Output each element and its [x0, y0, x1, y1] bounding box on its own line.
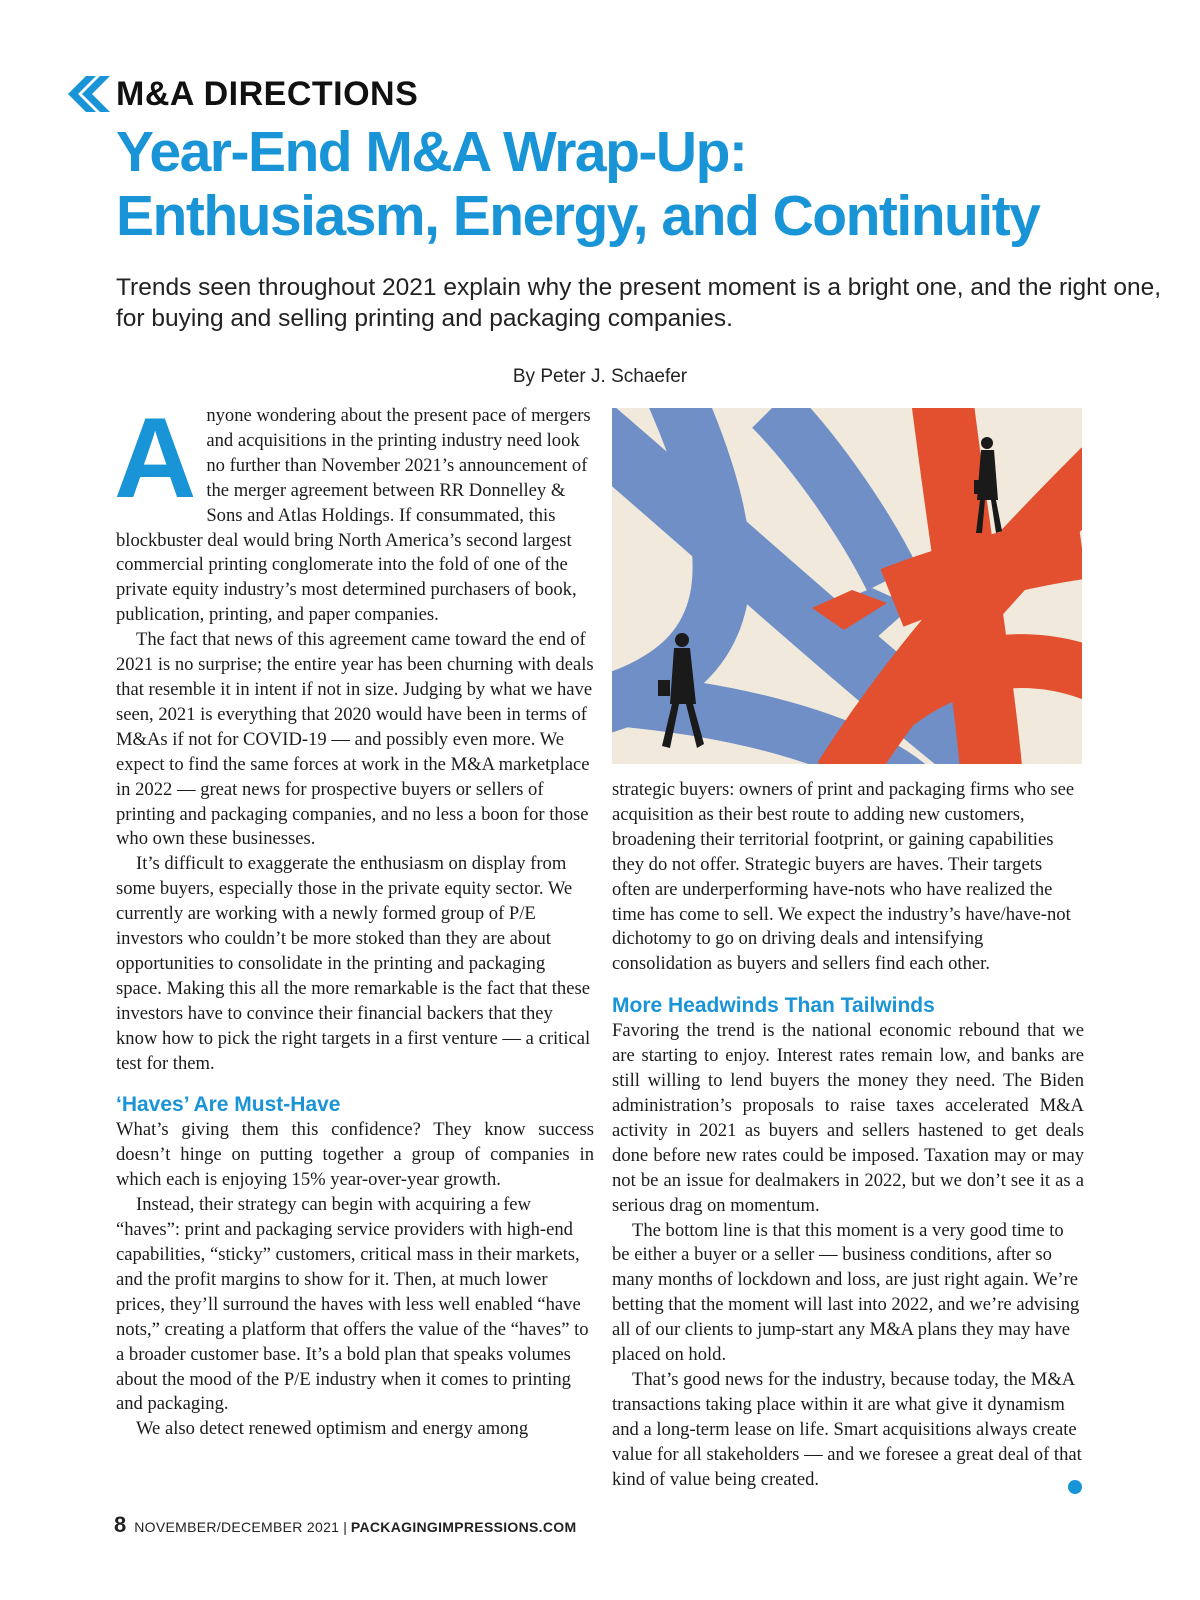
footer-separator: |	[343, 1519, 347, 1535]
double-chevron-left-icon	[66, 76, 110, 112]
section-label	[66, 72, 418, 116]
handshake-illustration	[612, 408, 1082, 764]
page-number: 8	[114, 1512, 127, 1537]
article-headline	[116, 120, 1176, 248]
paragraph-9: The bottom line is that this moment is a very good time to be either a buyer or a seller — business conditions, after so many months of lockdown and loss, are just right again. We’re betting that the moment will last into 2022, and we’re advising all of our clients to jump-start any M&A plans they may have placed on hold.	[612, 1219, 1080, 1366]
paragraph-7: strategic buyers: owners of print and packaging firms who see acquisition as their best route to adding new customers, broadening their territorial footprint, or gaining capabilities they do not offer. Strategic buyers are haves. Their targets often are underperforming have-nots who have realized the time has come to sell. We expect the industry’s have/have-not dichotomy to go on driving deals and intensifying consolidation as buyers and sellers find each other.	[612, 779, 1075, 975]
page-footer	[114, 1512, 576, 1536]
issue-date: NOVEMBER/DECEMBER 2021	[134, 1519, 340, 1535]
article-deck: Trends seen throughout 2021 explain why the present moment is a bright one, and the right one, for buying and selling printing and packaging companies.	[116, 274, 1162, 332]
paragraph-2: The fact that news of this agreement came toward the end of 2021 is no surprise; the entire year has been churning with deals that resemble it in intent if not in size. Judging by what we have seen, 2021 is everything that 2020 would have been in terms of M&As if not for COVID-19 — and possibly even more. We expect to find the same forces at work in the M&A marketplace in 2022 — great news for prospective buyers or sellers of printing and packaging companies, and no less a boon for those who own these businesses.	[116, 629, 594, 850]
headline-line-1: Year-End M&A Wrap-Up:	[116, 120, 747, 184]
left-column	[114, 395, 594, 1442]
paragraph-10: That’s good news for the industry, because today, the M&A transactions taking place within it are what give it dynamism and a long-term lease on life. Smart acquisitions always create value for all stakeholders — and we foresee a great deal of that kind of value being created.	[612, 1368, 1082, 1490]
paragraph-1-text: nyone wondering about the present pace of mergers and acquisitions in the printing industry need look no further than November 2021’s announcement of the merger agreement between RR Donnelley & Sons and Atlas Holdings. If consummated, this blockbuster deal would bring North America’s second largest commercial printing conglomerate into the fold of one of the private equity industry’s most determined purchasers of book, publication, printing, and paper companies.	[116, 405, 591, 626]
paragraph-8: Favoring the trend is the national economic rebound that we are starting to enjoy. Interest rates remain low, and banks are still willing to lend buyers the money they need. The Biden administration’s proposals to raise taxes accelerated M&A activity in 2021 as buyers and sellers hastened to get deals done before new rates could be imposed. Taxation may or may not be an issue for dealmakers in 2022, but we don’t see it as a serious drag on momentum.	[612, 1020, 1084, 1216]
subhead-headwinds: More Headwinds Than Tailwinds	[612, 994, 935, 1018]
end-of-article-dot	[1068, 1480, 1082, 1494]
paragraph-5: Instead, their strategy can begin with acquiring a few “haves”: print and packaging service providers with high-end capabilities, “sticky” customers, critical mass in their markets, and the profit margins to show for it. Then, at much lower prices, they’ll surround the haves with less well enabled “have nots,” creating a platform that offers the value of the “haves” to a broader customer base. It’s a bold plan that speaks volumes about the mood of the P/E industry when it comes to printing and packaging.	[116, 1194, 589, 1415]
website-link[interactable]: PACKAGINGIMPRESSIONS.COM	[350, 1519, 577, 1535]
illustration-svg	[612, 408, 1082, 764]
paragraph-3: It’s difficult to exaggerate the enthusiasm on display from some buyers, especially those in the private equity sector. We currently are working with a newly formed group of P/E investors who couldn’t be more stoked than they are about opportunities to consolidate in the printing and packaging space. Making this all the more remarkable is the fact that these investors have to convince their financial backers that they know how to pick the right targets in a first venture — a critical test for them.	[116, 853, 591, 1074]
paragraph-4: What’s giving them this confidence? They know success doesn’t hinge on putting together a group of companies in which each is enjoying 15% year-over-year growth.	[116, 1119, 594, 1191]
headline-line-2: Enthusiasm, Energy, and Continuity	[116, 184, 1040, 248]
paragraph-1	[114, 395, 594, 628]
right-column	[612, 778, 1084, 1492]
subhead-haves: ‘Haves’ Are Must-Have	[116, 1093, 341, 1117]
byline: By Peter J. Schaefer	[512, 366, 688, 387]
drop-cap: A	[114, 395, 197, 522]
section-title: M&A DIRECTIONS	[116, 74, 419, 113]
paragraph-6: We also detect renewed optimism and energy among	[136, 1418, 529, 1440]
